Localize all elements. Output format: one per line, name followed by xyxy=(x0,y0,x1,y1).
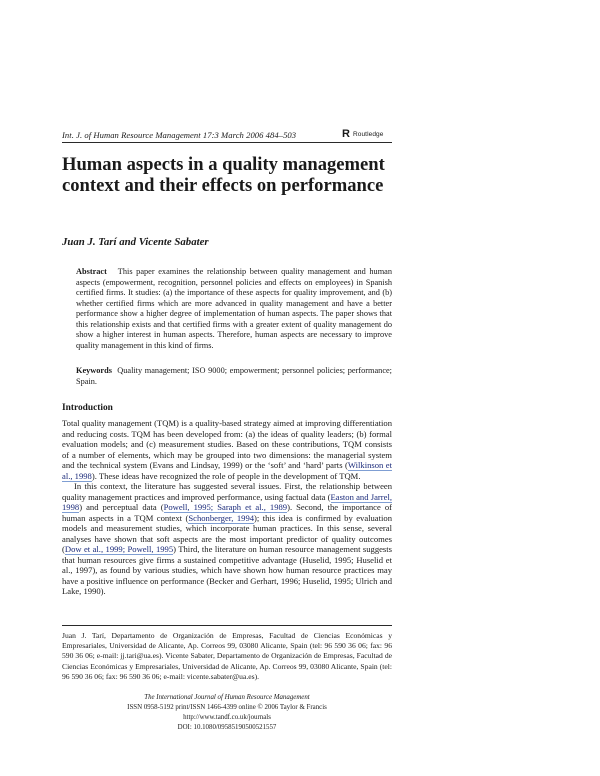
paragraph-1 xyxy=(62,418,392,481)
p2-text-a: In this context, the literature has suggested several issues. First, the relationship between quality management practices and improved performance, using factual data ( xyxy=(62,481,392,502)
abstract-text: This paper examines the relationship between quality management and human aspects (empowerment, recognition, personnel policies and effects on employees) in Spanish certified firms. It studies: (a) the importance of these aspects for quality improvement, and (b) whether certified firms which are more advanced in quality management and have a better performance show a higher degree of implementation of human aspects. The paper shows that this relationship exists and that certified firms with a greater extent of quality management do show a higher interest in human aspects. Therefore, human aspects are necessary to improve quality management in this kind of firms. xyxy=(76,267,392,350)
author-footnote: Juan J. Tarí, Departamento de Organización de Empresas, Facultad de Ciencias Económicas y Empresariales, Universidad de Alicante, Ap. Correos 99, 03080 Alicante, Spain (tel: 96 590 36 06; fax: 96 590 36 06; e-mail: jj.tari@ua.es). Vicente Sabater, Departamento de Organización de Empresas, Facultad de Ciencias Económicas y Empresariales, Universidad de Alicante, Ap. Correos 99, 03080 Alicante, Spain (tel: 96 590 36 06; fax: 96 590 36 06; e-mail: vicente.sabater@ua.es). xyxy=(62,631,392,681)
footnote-rule xyxy=(62,625,392,626)
doi-line: DOI: 10.1080/09585190500521557 xyxy=(177,724,277,731)
abstract xyxy=(76,267,392,351)
publisher-name: Routledge xyxy=(352,130,384,138)
article-title: Human aspects in a quality management context and their effects on performance xyxy=(62,154,385,196)
paragraph-2 xyxy=(62,481,392,597)
p2-text-b: ) and perceptual data ( xyxy=(79,502,164,512)
publication-info xyxy=(62,693,392,733)
journal-name: The International Journal of Human Resource Management xyxy=(144,694,310,701)
keywords-text: Quality management; ISO 9000; empowerment; personnel policies; performance; Spain. xyxy=(76,366,392,386)
abstract-label: Abstract xyxy=(76,267,107,276)
p1-text-a: Total quality management (TQM) is a quality-based strategy aimed at improving differentiation and reducing costs. TQM has been developed from: (a) the ideas of quality leaders; (b) formal evaluation models; and (c) measurement studies. Based on these contributions, TQM consists of a number of elements, which may be grouped into two dimensions: the managerial system and the technical system (Evans and Lindsay, 1999) or the ‘soft’ and ‘hard’ parts ( xyxy=(62,418,392,470)
header-rule xyxy=(62,142,392,143)
journal-url[interactable]: http://www.tandf.co.uk/journals xyxy=(183,714,271,721)
citation-link[interactable]: Wilkinson et al., 1998 xyxy=(62,460,393,481)
publisher-logo xyxy=(342,128,384,140)
p2-text-d: ); this idea is confirmed by evaluation models and measurement studies, which incorporate human practices. In this sense, several analyses have shown that soft aspects are the most important predictor of quality outcomes ( xyxy=(62,512,392,554)
citation-link[interactable]: Dow et al., 1999; Powell, 1995 xyxy=(64,544,174,554)
citation-link[interactable]: Easton and Jarrel, 1998 xyxy=(62,491,392,512)
citation-link[interactable]: Powell, 1995; Saraph et al., 1989 xyxy=(163,502,288,512)
article-authors: Juan J. Tarí and Vicente Sabater xyxy=(62,236,209,248)
introduction-heading: Introduction xyxy=(62,403,113,413)
keywords-label: Keywords xyxy=(76,366,112,375)
issn-line: ISSN 0958-5192 print/ISSN 1466-4399 online © 2006 Taylor & Francis xyxy=(127,704,327,711)
routledge-logo-icon: R xyxy=(342,128,350,140)
p2-text-c: ). Second, the importance of human aspects in a TQM context ( xyxy=(62,502,393,523)
keywords xyxy=(76,366,392,387)
p1-text-b: ). These ideas have recognized the role of people in the development of TQM. xyxy=(91,470,361,481)
journal-citation: Int. J. of Human Resource Management 17:3 March 2006 484–503 xyxy=(62,130,297,140)
citation-link[interactable]: Schonberger, 1994 xyxy=(188,512,255,523)
introduction-body xyxy=(62,418,392,597)
p2-text-e: ) Third, the literature on human resource management suggests that human resources give firms a sustained competitive advantage (Huselid, 1995; Huselid et al., 1997), as found by various studies, which have shown how human resource practices may have a positive influence on performance (Becker and Gerhart, 1996; Huselid, 1995; Ulrich and Lake, 1990). xyxy=(62,544,393,596)
